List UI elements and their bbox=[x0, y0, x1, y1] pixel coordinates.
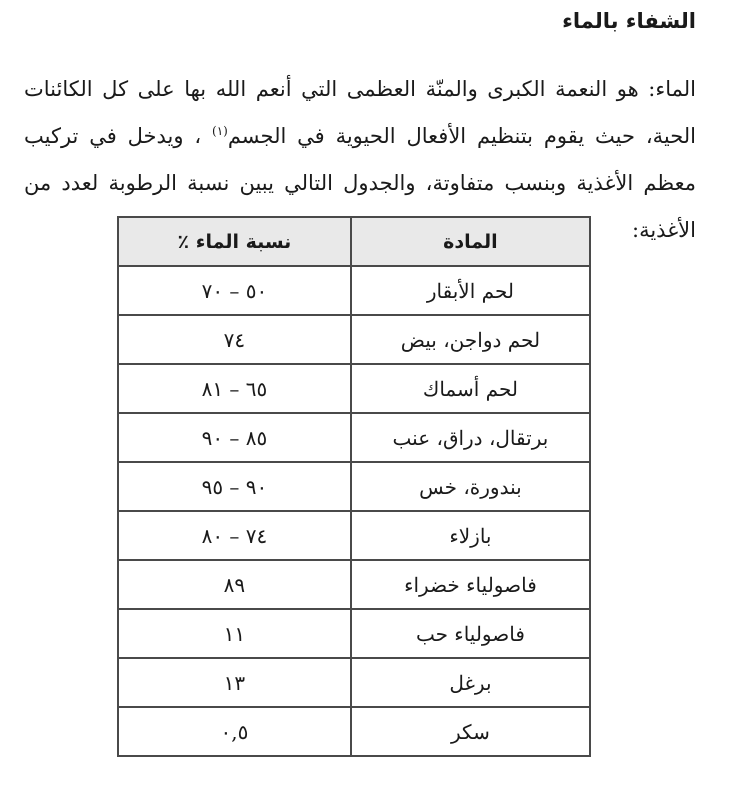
substance-cell: برغل bbox=[351, 658, 590, 707]
water-content-table bbox=[117, 216, 591, 757]
table-row bbox=[118, 707, 590, 756]
substance-cell: لحم دواجن، بيض bbox=[351, 315, 590, 364]
footnote-reference[interactable]: (١) bbox=[212, 124, 228, 138]
substance-cell: لحم أسماك bbox=[351, 364, 590, 413]
table-row bbox=[118, 462, 590, 511]
table-header bbox=[118, 217, 590, 266]
substance-cell: بندورة، خس bbox=[351, 462, 590, 511]
water-cell: ٨٩ bbox=[118, 560, 351, 609]
header-row bbox=[118, 217, 590, 266]
header-substance: المادة bbox=[351, 217, 590, 266]
term-label: الماء: bbox=[648, 77, 696, 101]
paragraph-text-part2: ، ويدخل في تركيب معظم الأغذية وبنسب متفاوتة، والجدول التالي يبين نسبة الرطوبة لعدد من الأغذية: bbox=[24, 124, 696, 242]
substance-cell: فاصولياء خضراء bbox=[351, 560, 590, 609]
header-water-percentage: نسبة الماء ٪ bbox=[118, 217, 351, 266]
water-cell: ٧٤ – ٨٠ bbox=[118, 511, 351, 560]
table-row bbox=[118, 609, 590, 658]
water-cell: ٥٠ – ٧٠ bbox=[118, 266, 351, 315]
table-row bbox=[118, 560, 590, 609]
paragraph-text-part1: هو النعمة الكبرى والمنّة العظمى التي أنعم الله بها على كل الكائنات الحية، حيث يقوم بتنظيم الأفعال الحيوية في الجسم bbox=[24, 77, 696, 148]
water-cell: ١٣ bbox=[118, 658, 351, 707]
table-row bbox=[118, 315, 590, 364]
table-row bbox=[118, 658, 590, 707]
table-row bbox=[118, 266, 590, 315]
substance-cell: برتقال، دراق، عنب bbox=[351, 413, 590, 462]
substance-cell: بازلاء bbox=[351, 511, 590, 560]
section-title: الشفاء بالماء bbox=[562, 9, 696, 33]
table-row bbox=[118, 511, 590, 560]
water-cell: ٩٠ – ٩٥ bbox=[118, 462, 351, 511]
table-body bbox=[118, 266, 590, 756]
substance-cell: لحم الأبقار bbox=[351, 266, 590, 315]
water-cell: ٧٤ bbox=[118, 315, 351, 364]
water-cell: ٦٥ – ٨١ bbox=[118, 364, 351, 413]
water-cell: ١١ bbox=[118, 609, 351, 658]
table-row bbox=[118, 413, 590, 462]
table-row bbox=[118, 364, 590, 413]
water-cell: ٨٥ – ٩٠ bbox=[118, 413, 351, 462]
water-cell: ٠,٥ bbox=[118, 707, 351, 756]
substance-cell: سكر bbox=[351, 707, 590, 756]
substance-cell: فاصولياء حب bbox=[351, 609, 590, 658]
